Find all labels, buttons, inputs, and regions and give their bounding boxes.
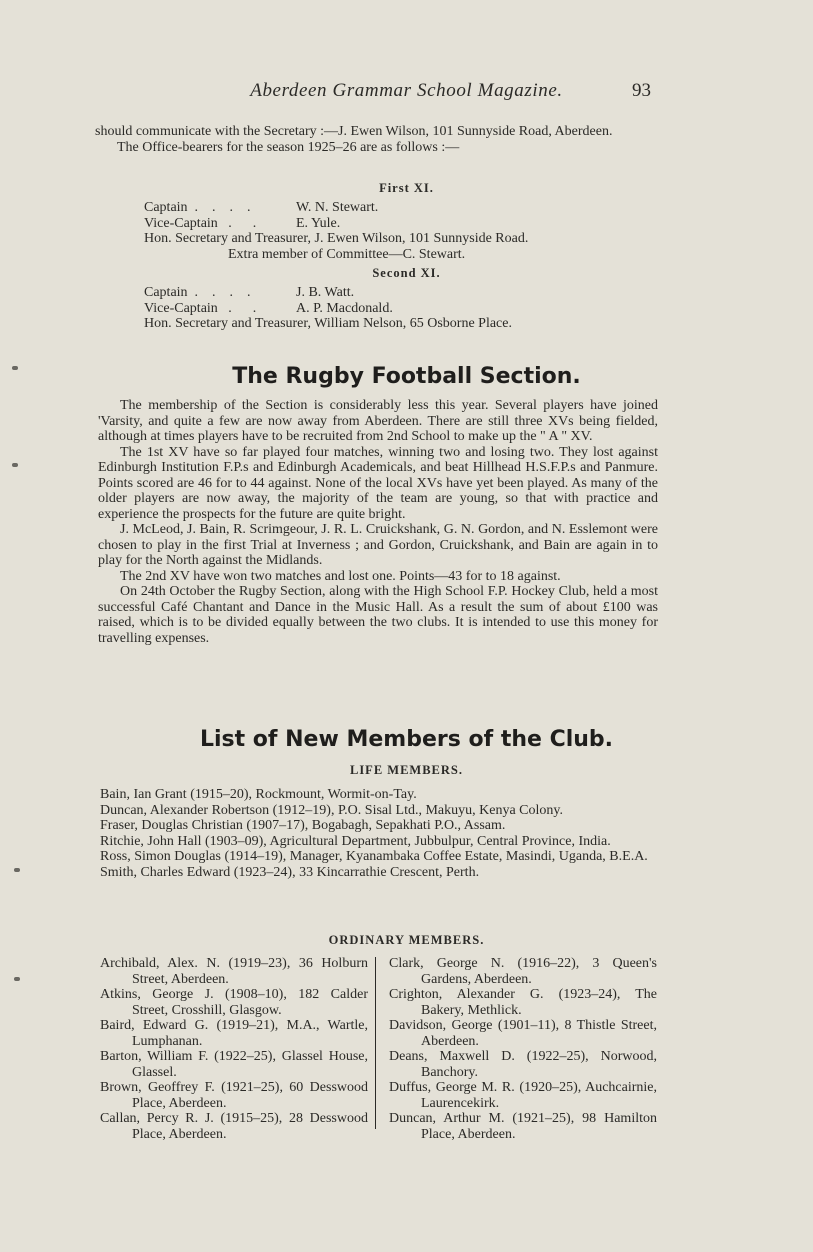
intro-line-2: The Office-bearers for the season 1925–26 are as follows :— [117,139,460,155]
life-member-2: Duncan, Alexander Robertson (1912–19), P.O. Sisal Ltd., Makuyu, Kenya Colony. [100,802,563,818]
ordinary-member: Archibald, Alex. N. (1919–23), 36 Holburn Street, Aberdeen. [100,956,368,987]
first-xi-vice-row [144,216,664,232]
second-xi-captain: J. B. Watt. [296,285,355,300]
margin-speck [12,463,18,467]
life-member-5: Ross, Simon Douglas (1914–19), Manager, Kyanambaka Coffee Estate, Masindi, Uganda, B.E.A. [100,849,648,864]
page-number: 93 [632,80,651,101]
first-xi-secretary: Hon. Secretary and Treasurer, J. Ewen Wilson, 101 Sunnyside Road. [144,231,529,246]
margin-speck [14,977,20,981]
rugby-section-body [98,398,658,646]
life-members-heading: LIFE MEMBERS. [349,763,463,777]
running-header-title: Aberdeen Grammar School Magazine. [250,80,563,101]
first-xi-vice-label: Vice-Captain . . [144,215,257,231]
ordinary-member: Duncan, Arthur M. (1921–25), 98 Hamilton Place, Aberdeen. [389,1111,657,1142]
ordinary-member: Baird, Edward G. (1919–21), M.A., Wartle, Lumphanan. [100,1018,368,1049]
rugby-paragraph-5: On 24th October the Rugby Section, along with the High School F.P. Hockey Club, held a most successful Café Chantant and Dance in the Music Hall. As a result the sum of about £100 was raised, which is to be divided equally between the two clubs. It is intended to use this money for travelling expenses. [98,584,658,646]
first-xi-vice: E. Yule. [296,215,341,231]
first-xi-extra: Extra member of Committee—C. Stewart. [228,246,466,262]
second-xi-secretary: Hon. Secretary and Treasurer, William Nelson, 65 Osborne Place. [144,316,512,331]
second-xi-captain-label: Captain . . . . [144,285,251,300]
second-xi-heading: Second XI. [372,266,441,280]
margin-speck [12,366,18,370]
ordinary-member: Barton, William F. (1922–25), Glassel House, Glassel. [100,1049,368,1080]
ordinary-members-left [100,956,368,1142]
life-member-1: Bain, Ian Grant (1915–20), Rockmount, Wormit-on-Tay. [100,787,417,802]
ordinary-member: Clark, George N. (1916–22), 3 Queen's Gardens, Aberdeen. [389,956,657,987]
margin-speck [14,868,20,872]
second-xi-vice-row [144,301,664,317]
second-xi-vice-label: Vice-Captain . . [144,300,257,316]
life-members-list [100,787,658,880]
new-members-heading: List of New Members of the Club. [199,727,614,752]
second-xi-list [144,285,664,332]
first-xi-captain-label: Captain . . . . [144,200,251,215]
first-xi-captain: W. N. Stewart. [296,200,379,215]
life-member-3: Fraser, Douglas Christian (1907–17), Bogabagh, Sepakhati P.O., Assam. [100,818,506,833]
ordinary-members-heading: ORDINARY MEMBERS. [328,933,485,947]
first-xi-list [144,200,664,262]
ordinary-member: Atkins, George J. (1908–10), 182 Calder Street, Crosshill, Glasgow. [100,987,368,1018]
rugby-paragraph-3: J. McLeod, J. Bain, R. Scrimgeour, J. R. L. Cruickshank, G. N. Gordon, and N. Esslemont were chosen to play in the first Trial at Inverness ; and Gordon, Cruickshank, and Bain are again in to play for the North against the Midlands. [98,522,658,568]
life-member-6: Smith, Charles Edward (1923–24), 33 Kincarrathie Crescent, Perth. [100,864,480,880]
rugby-paragraph-2: The 1st XV have so far played four matches, winning two and losing two. They lost against Edinburgh Institution F.P.s and Edinburgh Academicals, and beat Hillhead H.S.F.P.s and Panmure. Points scored are 46 for to 44 against. None of the local XVs have yet been played. As many of the older players are now away, the majority of the team are young, so that with practice and experience the prospects for the future are quite bright. [98,444,658,522]
column-divider [375,957,376,1129]
ordinary-members-right [389,956,657,1142]
ordinary-member: Deans, Maxwell D. (1922–25), Norwood, Banchory. [389,1049,657,1080]
rugby-section-heading: The Rugby Football Section. [232,364,581,389]
intro-paragraph [95,124,657,155]
life-member-4: Ritchie, John Hall (1903–09), Agricultural Department, Jubbulpur, Central Province, India. [100,833,611,849]
intro-line-1: should communicate with the Secretary :—J. Ewen Wilson, 101 Sunnyside Road, Aberdeen. [95,124,613,139]
first-xi-heading: First XI. [379,181,434,195]
ordinary-member: Duffus, George M. R. (1920–25), Auchcairnie, Laurencekirk. [389,1080,657,1111]
ordinary-member: Crighton, Alexander G. (1923–24), The Bakery, Methlick. [389,987,657,1018]
second-xi-captain-row [144,285,664,301]
ordinary-member: Davidson, George (1901–11), 8 Thistle Street, Aberdeen. [389,1018,657,1049]
rugby-paragraph-4: The 2nd XV have won two matches and lost one. Points—43 for to 18 against. [120,568,561,584]
ordinary-member: Callan, Percy R. J. (1915–25), 28 Desswood Place, Aberdeen. [100,1111,368,1142]
rugby-paragraph-1: The membership of the Section is considerably less this year. Several players have joined 'Varsity, and quite a few are now away from Aberdeen. There are still three XVs being fielded, although at times players have to be recruited from 2nd School to make up the " A " XV. [98,398,658,444]
first-xi-captain-row [144,200,664,216]
second-xi-vice: A. P. Macdonald. [296,300,393,316]
ordinary-member: Brown, Geoffrey F. (1921–25), 60 Desswood Place, Aberdeen. [100,1080,368,1111]
